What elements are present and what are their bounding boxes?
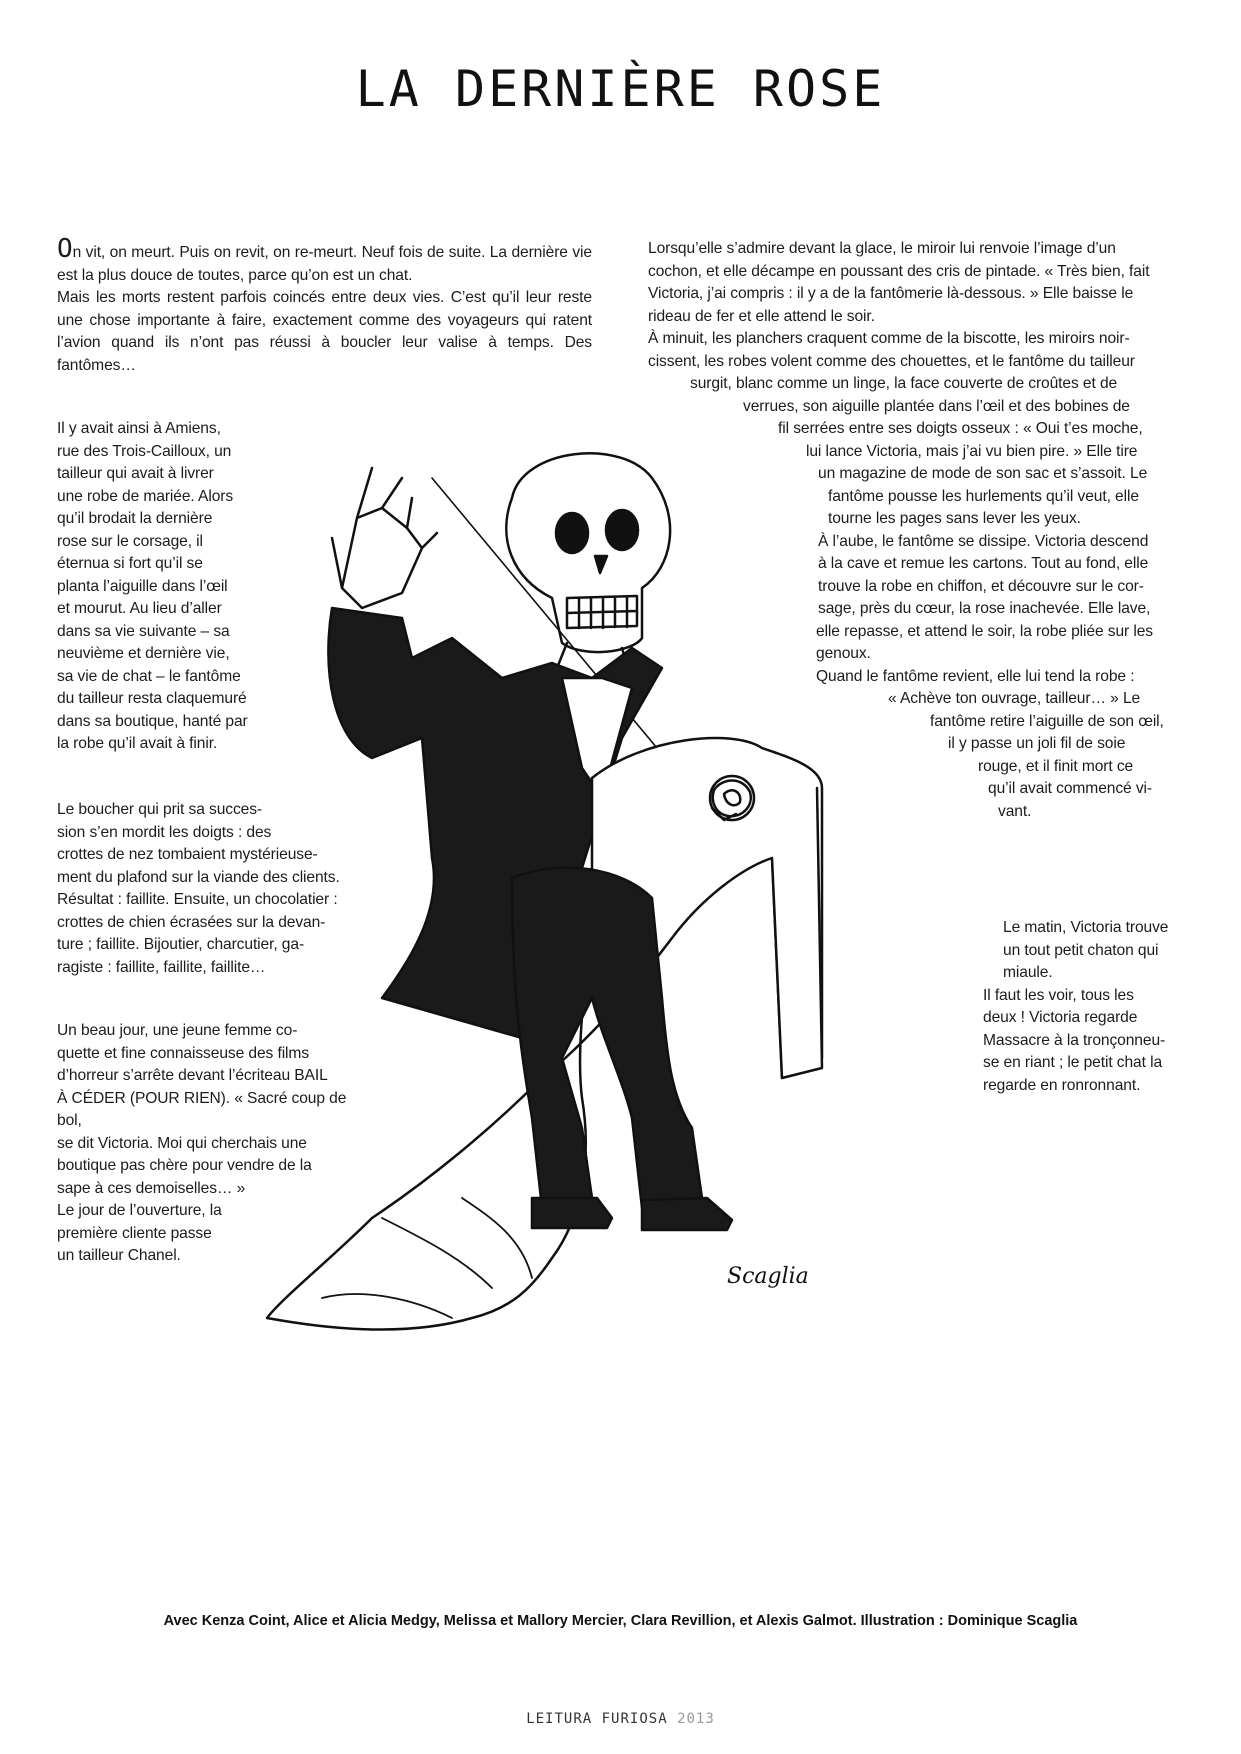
- story-left-bottom-line: Le jour de l’ouverture, la: [57, 1202, 222, 1219]
- intro-paragraph-1-text: n vit, on meurt. Puis on revit, on re-meurt. Neuf fois de suite. La dernière vie est la plus douce de toutes, parce qu’on est un chat.: [57, 244, 592, 284]
- story-left-mid-line: ment du plafond sur la viande des clients.: [57, 868, 340, 886]
- bony-hand: [332, 468, 437, 608]
- story-left-bottom-line: un tailleur Chanel.: [57, 1247, 181, 1264]
- story-left-narrow-line: planta l’aiguille dans l’œil: [57, 577, 228, 595]
- rose: [710, 776, 754, 820]
- credits-line: Avec Kenza Coint, Alice et Alicia Medgy, Melissa et Mallory Mercier, Clara Revillion, et Alexis Galmot. Illustration : Dominique Scaglia: [163, 1613, 1078, 1629]
- story-right-line: surgit, blanc comme un linge, la face couverte de croûtes et de: [690, 375, 1118, 392]
- story-left-narrow-line: rue des Trois-Cailloux, un: [57, 442, 232, 460]
- brand-year: 2013: [677, 1711, 715, 1727]
- story-left-mid-line: sion s’en mordit les doigts : des: [57, 823, 272, 841]
- story-left-narrow-line: neuvième et dernière vie,: [57, 645, 230, 662]
- story-right-line: sage, près du cœur, la rose inachevée. Elle lave,: [818, 600, 1151, 617]
- story-left-narrow-line: qu’il brodait la dernière: [57, 510, 213, 527]
- story-ending-line: Le matin, Victoria trouve: [1003, 919, 1169, 936]
- skull: [506, 453, 670, 652]
- story-left-narrow-line: éternua si fort qu’il se: [57, 555, 203, 572]
- story-left-mid-line: Le boucher qui prit sa succes-: [57, 801, 263, 818]
- story-right-line: qu’il avait commencé vi-: [988, 780, 1152, 797]
- story-left-mid-line: ture ; faillite. Bijoutier, charcutier, ga-: [57, 936, 305, 953]
- brand-footer: [0, 1711, 1241, 1727]
- story-right-line: genoux.: [816, 645, 871, 662]
- story-left-bottom-line: se dit Victoria. Moi qui cherchais une: [57, 1134, 307, 1152]
- shoe-left: [532, 1198, 612, 1228]
- story-right-line: il y passe un joli fil de soie: [948, 735, 1126, 752]
- page-title: LA DERNIÈRE ROSE: [355, 60, 886, 118]
- story-ending-line: miaule.: [1003, 964, 1053, 981]
- story-left-mid-line: Résultat : faillite. Ensuite, un chocolatier :: [57, 891, 338, 908]
- story-right-line: vant.: [998, 802, 1032, 820]
- story-right-line: cochon, et elle décampe en poussant des cris de pintade. « Très bien, fait: [648, 262, 1150, 280]
- story-left-bottom-line: À CÉDER (POUR RIEN). « Sacré coup de bol,: [57, 1089, 347, 1129]
- skeleton-tailor-illustration: [262, 438, 882, 1378]
- story-left-bottom-line: quette et fine connaisseuse des films: [57, 1044, 310, 1062]
- story-left-mid-line: crottes de nez tombaient mystérieuse-: [57, 846, 318, 863]
- story-left-narrow-line: et mourut. Au lieu d’aller: [57, 600, 222, 617]
- story-left-bottom-line: boutique pas chère pour vendre de la: [57, 1157, 312, 1174]
- story-left-mid-line: ragiste : faillite, faillite, faillite…: [57, 958, 266, 976]
- story-right-line: rideau de fer et elle attend le soir.: [648, 307, 875, 325]
- story-left-bottom-line: d’horreur s’arrête devant l’écriteau BAIL: [57, 1067, 328, 1084]
- story-right-line: « Achève ton ouvrage, tailleur… » Le: [888, 690, 1141, 707]
- story-right-line: lui lance Victoria, mais j’ai vu bien pire. » Elle tire: [806, 442, 1138, 460]
- story-left-narrow-line: dans sa vie suivante – sa: [57, 622, 230, 640]
- story-right-line: à la cave et remue les cartons. Tout au fond, elle: [818, 555, 1149, 572]
- story-ending: [975, 917, 1183, 1097]
- story-right-line: fil serrées entre ses doigts osseux : « Oui t’es moche,: [778, 420, 1143, 437]
- story-right-line: Victoria, j’ai compris : il y a de la fantômerie là-dessous. » Elle baisse le: [648, 285, 1134, 302]
- intro-paragraph-2: Mais les morts restent parfois coincés entre deux vies. C’est qu’il leur reste une chose importante à faire, exactement comme des voyageurs qui ratent l’avion quand ils n’ont pas réussi à boucler leur valise à temps. Des fantômes…: [57, 289, 592, 374]
- story-ending-line: un tout petit chaton qui: [1003, 941, 1159, 959]
- intro-text: [57, 234, 592, 377]
- story-left-narrow-line: Il y avait ainsi à Amiens,: [57, 420, 221, 437]
- story-left-narrow-line: la robe qu’il avait à finir.: [57, 735, 218, 752]
- story-left-narrow: [57, 418, 287, 756]
- eye-socket-right: [606, 510, 638, 550]
- story-right-line: elle repasse, et attend le soir, la robe pliée sur les: [816, 622, 1153, 640]
- story-left-bottom-line: sape à ces demoiselles… »: [57, 1179, 246, 1197]
- story-right-line: rouge, et il finit mort ce: [978, 757, 1134, 775]
- story-ending-line: Massacre à la tronçonneu-: [983, 1031, 1166, 1049]
- story-left-narrow-line: sa vie de chat – le fantôme: [57, 667, 241, 685]
- story-left-narrow-line: dans sa boutique, hanté par: [57, 712, 248, 730]
- eye-socket-left: [556, 513, 588, 553]
- teeth: [567, 596, 637, 628]
- story-left-narrow-line: du tailleur resta claquemuré: [57, 690, 247, 707]
- intro-paragraph-1: [57, 234, 592, 287]
- story-left-narrow-line: rose sur le corsage, il: [57, 532, 203, 550]
- story-right-line: À minuit, les planchers craquent comme de la biscotte, les miroirs noir-: [648, 330, 1130, 347]
- story-right-line: tourne les pages sans lever les yeux.: [828, 510, 1081, 527]
- drop-cap: O: [57, 234, 73, 264]
- story-left-bottom-line: première cliente passe: [57, 1224, 212, 1242]
- story-ending-line: Il faut les voir, tous les: [983, 986, 1134, 1004]
- story-ending-line: se en riant ; le petit chat la: [983, 1054, 1163, 1071]
- story-left-mid-line: crottes de chien écrasées sur la devan-: [57, 913, 326, 931]
- artist-signature: Scaglia: [727, 1264, 809, 1289]
- shoe-right: [642, 1198, 732, 1230]
- story-left-narrow-line: une robe de mariée. Alors: [57, 487, 234, 505]
- story-ending-line: regarde en ronronnant.: [983, 1076, 1141, 1094]
- story-right-line: trouve la robe en chiffon, et découvre sur le cor-: [818, 577, 1144, 595]
- story-right-line: Quand le fantôme revient, elle lui tend la robe :: [816, 667, 1135, 685]
- story-right-line: Lorsqu’elle s’admire devant la glace, le miroir lui renvoie l’image d’un: [648, 240, 1116, 257]
- story-left-bottom-line: Un beau jour, une jeune femme co-: [57, 1022, 298, 1039]
- story-right-line: un magazine de mode de son sac et s’assoit. Le: [818, 465, 1148, 482]
- story-right-line: À l’aube, le fantôme se dissipe. Victoria descend: [818, 532, 1149, 550]
- story-ending-line: deux ! Victoria regarde: [983, 1009, 1138, 1026]
- story-right-line: verrues, son aiguille plantée dans l’œil et des bobines de: [743, 397, 1130, 415]
- story-left-narrow-line: tailleur qui avait à livrer: [57, 465, 214, 482]
- brand-name: LEITURA FURIOSA: [526, 1711, 668, 1727]
- story-right-line: fantôme retire l’aiguille de son œil,: [930, 712, 1164, 730]
- story-right-line: fantôme pousse les hurlements qu’il veut, elle: [828, 487, 1139, 505]
- story-right-line: cissent, les robes volent comme des chouettes, et le fantôme du tailleur: [648, 352, 1135, 370]
